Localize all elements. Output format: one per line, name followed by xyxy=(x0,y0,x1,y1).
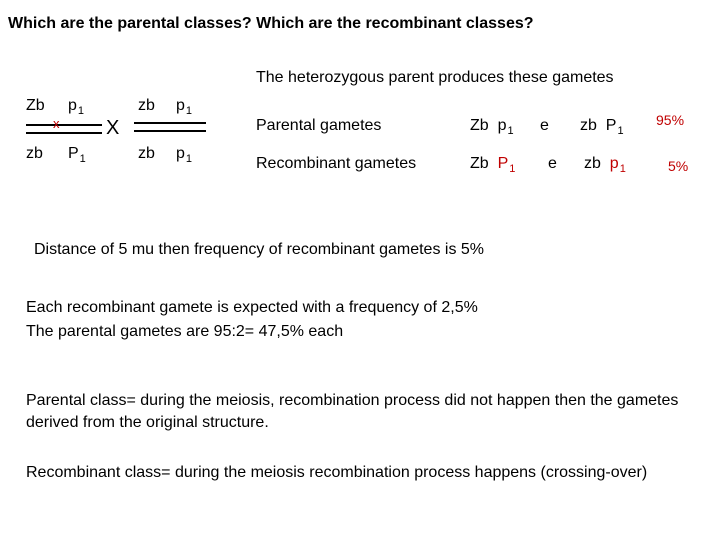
right-top-allele-p: $p_1$ xyxy=(176,97,193,117)
recombinant-percentage: 5% xyxy=(668,158,689,174)
recombinant-gametes-label: Recombinant gametes xyxy=(256,155,417,172)
right-top-chromosome-line xyxy=(134,122,206,124)
left-top-allele-p: $p_1$ xyxy=(68,97,85,117)
gametes-heading: The heterozygous parent produces these gametes xyxy=(256,69,614,86)
distance-statement: Distance of 5 mu then frequency of recombinant gametes is 5% xyxy=(34,241,485,258)
recombinant-class-definition: Recombinant class= during the meiosis recombination process happens (crossing-over) xyxy=(26,464,648,481)
right-bottom-allele-p: $p_1$ xyxy=(176,145,193,165)
left-top-chromosome-line xyxy=(26,124,102,126)
crossover-mark: x xyxy=(53,116,60,131)
recombinant-frequency-line: Each recombinant gamete is expected with a frequency of 2,5% xyxy=(26,299,478,316)
right-bottom-chromosome-line xyxy=(134,130,206,132)
left-bottom-allele-z: zb xyxy=(26,145,43,162)
parental-gamete-1: Zb $p_1$ xyxy=(470,117,514,137)
parental-gametes-label: Parental gametes xyxy=(256,117,382,134)
recombinant-gamete-1: Zb $P_1$ xyxy=(470,155,516,175)
parental-class-definition: Parental class= during the meiosis, recombination process did not happen then the gametes derived from the original structure. xyxy=(26,392,679,431)
parental-frequency-line: The parental gametes are 95:2= 47,5% each xyxy=(26,323,344,340)
cross-sign: X xyxy=(106,117,120,139)
left-bottom-chromosome-line xyxy=(26,132,102,134)
left-bottom-allele-p: $P_1$ xyxy=(68,145,86,165)
left-top-allele-z: Zb xyxy=(26,97,45,114)
parental-e: e xyxy=(540,117,549,134)
recombinant-e: e xyxy=(548,155,557,172)
parental-percentage: 95% xyxy=(656,112,685,128)
right-bottom-allele-z: zb xyxy=(138,145,155,162)
right-top-allele-z: zb xyxy=(138,97,155,114)
recombinant-gamete-2: zb $p_1$ xyxy=(584,155,626,175)
question-title: Which are the parental classes? Which are the recombinant classes? xyxy=(8,15,534,32)
parental-gamete-2: zb $P_1$ xyxy=(580,117,624,137)
